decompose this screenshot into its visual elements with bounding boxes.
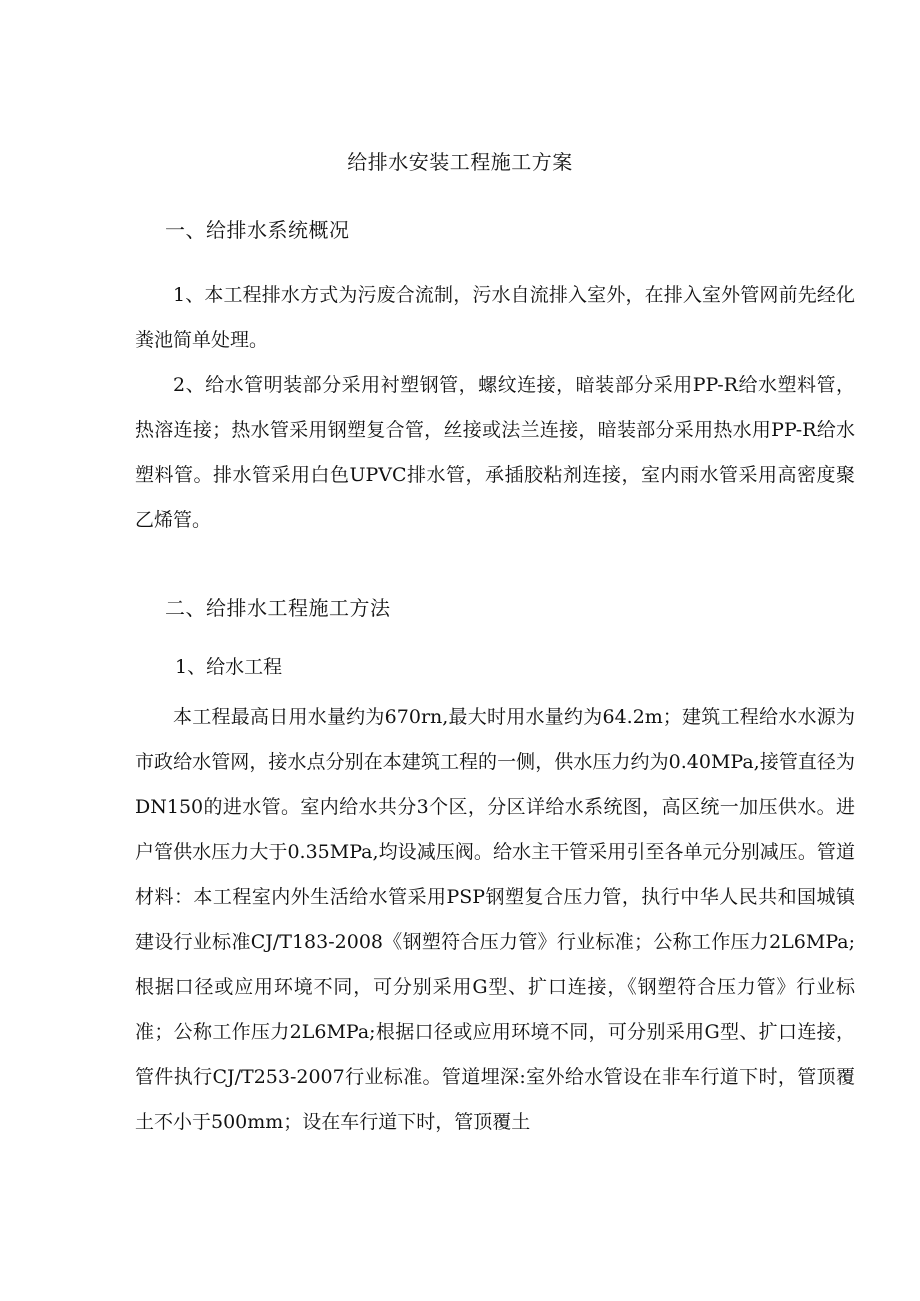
- section-1-paragraph-2: 2、给水管明装部分采用衬塑钢管，螺纹连接，暗装部分采用PP-R给水塑料管，热溶连接；热水管采用钢塑复合管，丝接或法兰连接，暗装部分采用热水用PP-R给水塑料管。排水管采用白色UPVC排水管，承插胶粘剂连接，室内雨水管采用高密度聚乙烯管。: [135, 374, 855, 531]
- section-1-paragraph-1: 1、本工程排水方式为污废合流制，污水自流排入室外，在排入室外管网前先经化粪池简单处理。: [135, 284, 855, 351]
- section-2-heading: 二、给排水工程施工方法: [165, 596, 391, 620]
- document-title: 给排水安装工程施工方案: [347, 150, 573, 174]
- section-1-heading: 一、给排水系统概况: [165, 218, 350, 242]
- section-2-subheading: 1、给水工程: [175, 656, 283, 678]
- section-2-paragraph-1: 本工程最高日用水量约为670rn,最大时用水量约为64.2m；建筑工程给水水源为市政给水管网，接水点分别在本建筑工程的一侧，供水压力约为0.40MPa,接管直径为DN150的进水管。室内给水共分3个区，分区详给水系统图，高区统一加压供水。进户管供水压力大于0.35MPa,均设减压阀。给水主干管采用引至各单元分别减压。管道材料：本工程室内外生活给水管采用PSP钢塑复合压力管，执行中华人民共和国城镇建设行业标准CJ/T183-2008《钢塑符合压力管》行业标准；公称工作压力2L6MPa;根据口径或应用环境不同，可分别采用G型、扩口连接，《钢塑符合压力管》行业标准；公称工作压力2L6MPa;根据口径或应用环境不同，可分别采用G型、扩口连接，管件执行CJ/T253-2007行业标准。管道埋深:室外给水管设在非车行道下时，管顶覆土不小于500mm；设在车行道下时，管顶覆土: [135, 706, 855, 1133]
